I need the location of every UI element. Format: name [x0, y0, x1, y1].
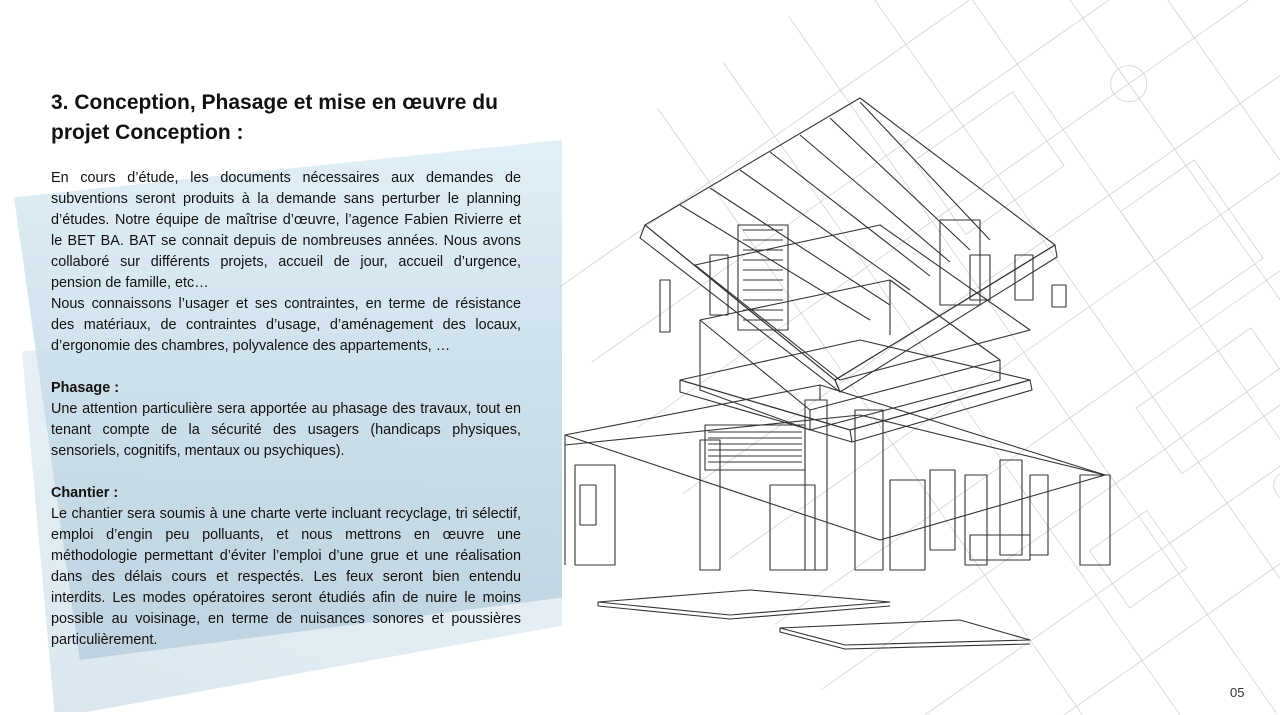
intro-paragraph-2: Nous connaissons l’usager et ses contraintes, en terme de résistance des matériaux, de contraintes d’usage, d’aménagement des locaux, d’ergonomie des chambres, polyvalence des appartements, … — [51, 296, 521, 354]
chantier-text: Le chantier sera soumis à une charte verte incluant recyclage, tri sélectif, emploi d’engin peu polluants, et nous mettrons en œuvre une méthodologie permettant d’éviter l’emploi d’une grue et une réalisation dans des délais cours et respectés. Les feux seront bien entendu interdits. Les modes opératoires seront étudiés afin de nuire le moins possible au voisinage, en terme de nuisances sonores et poussières particulièrement. — [51, 506, 521, 648]
intro-paragraph-1: En cours d’étude, les documents nécessaires aux demandes de subventions seront produits à la demande sans perturber le planning d’études. Notre équipe de maîtrise d’œuvre, l’agence Fabien Rivierre et le BET BA. BAT se connait depuis de nombreuses années. Nous avons collaboré sur différents projets, accueil de jour, accueil d’urgence, pension de famille, etc… — [51, 170, 521, 291]
phasage-text: Une attention particulière sera apportée au phasage des travaux, tout en tenant compte de la sécurité des usagers (handicaps physiques, sensoriels, cognitifs, mentaux ou psychiques). — [51, 401, 521, 459]
exploded-building-sketch-icon — [560, 80, 1120, 660]
page-title: 3. Conception, Phasage et mise en œuvre du projet Conception : — [51, 91, 498, 144]
phasage-heading: Phasage : — [51, 380, 119, 396]
chantier-heading: Chantier : — [51, 485, 119, 501]
body-text — [51, 168, 521, 651]
page-number: 05 — [1230, 685, 1245, 700]
